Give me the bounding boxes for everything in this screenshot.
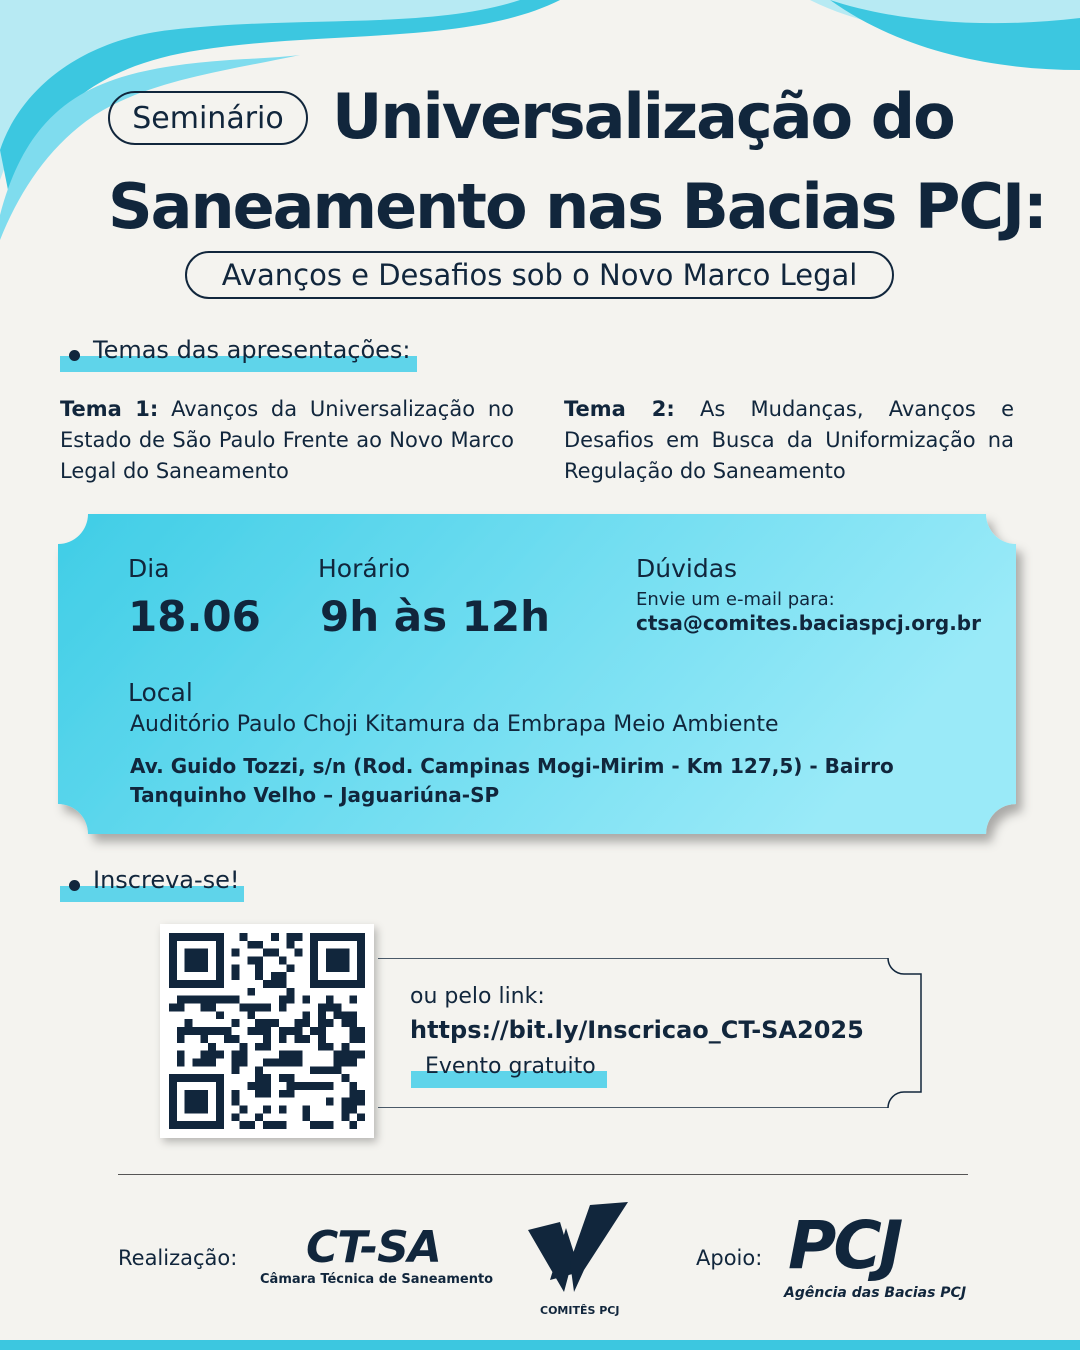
ctsa-subtitle: Câmara Técnica de Saneamento <box>260 1272 494 1287</box>
horario-value: 9h às 12h <box>320 592 551 641</box>
agencia-label: Agência das Bacias PCJ <box>784 1285 967 1301</box>
tema-1-label: Tema 1: <box>60 397 159 421</box>
page-title-line2: Saneamento nas Bacias PCJ: <box>108 170 1046 243</box>
duvidas-text: Envie um e-mail para: <box>636 589 835 610</box>
bottom-accent-bar <box>0 1340 1080 1350</box>
event-info-ticket <box>58 514 1016 834</box>
tema-2-label: Tema 2: <box>564 397 675 421</box>
tema-1-text: Avanços da Universalização no Estado de São Paulo Frente ao Novo Marco Legal do Saneamento <box>60 397 514 483</box>
free-event-text: Evento gratuito <box>425 1054 596 1079</box>
agencia-pcj-logo <box>784 1207 974 1310</box>
duvidas-label: Dúvidas <box>636 554 738 583</box>
bullet-dot <box>69 350 80 361</box>
page-title-line1: Universalização do <box>332 80 954 153</box>
free-event-badge <box>411 1054 607 1088</box>
inscreva-section-label <box>60 866 244 902</box>
ctsa-logo <box>258 1222 494 1292</box>
dia-value: 18.06 <box>128 592 261 641</box>
registration-link-box <box>378 958 923 1108</box>
realizacao-label: Realização: <box>118 1246 238 1270</box>
apoio-label: Apoio: <box>696 1246 763 1270</box>
tema-2 <box>564 394 1014 487</box>
temas-section-label <box>60 336 417 372</box>
temas-section-text: Temas das apresentações: <box>93 336 411 364</box>
seminario-badge <box>108 91 308 145</box>
subtitle-text: Avanços e Desafios sob o Novo Marco Legal <box>221 258 858 292</box>
footer-divider <box>118 1174 968 1175</box>
pcj-logo-text: PCJ <box>788 1207 901 1284</box>
local-address: Av. Guido Tozzi, s/n (Rod. Campinas Mogi-Mirim - Km 127,5) - Bairro Tanquinho Velho – Jaguariúna-SP <box>130 754 894 807</box>
tema-2-text: As Mudanças, Avanços e Desafios em Busca da Uniformização na Regulação do Saneamento <box>564 397 1014 483</box>
local-venue: Auditório Paulo Choji Kitamura da Embrapa Meio Ambiente <box>130 712 779 737</box>
tema-1 <box>60 394 514 487</box>
comites-pcj-logo <box>520 1200 632 1320</box>
link-intro: ou pelo link: <box>410 984 545 1009</box>
registration-qr-code[interactable] <box>160 924 374 1138</box>
horario-label: Horário <box>318 554 411 583</box>
comites-label: COMITÊS PCJ <box>540 1304 620 1317</box>
local-label: Local <box>128 678 193 707</box>
comites-logo-icon <box>520 1200 632 1300</box>
ctsa-logo-text: CT-SA <box>306 1222 441 1273</box>
seminario-badge-text: Seminário <box>132 100 284 136</box>
inscreva-section-text: Inscreva-se! <box>93 866 240 894</box>
dia-label: Dia <box>128 554 170 583</box>
bullet-dot <box>69 880 80 891</box>
duvidas-email: ctsa@comites.baciaspcj.org.br <box>636 611 981 635</box>
subtitle-pill <box>185 251 894 299</box>
registration-link[interactable]: https://bit.ly/Inscricao_CT-SA2025 <box>410 1016 864 1044</box>
